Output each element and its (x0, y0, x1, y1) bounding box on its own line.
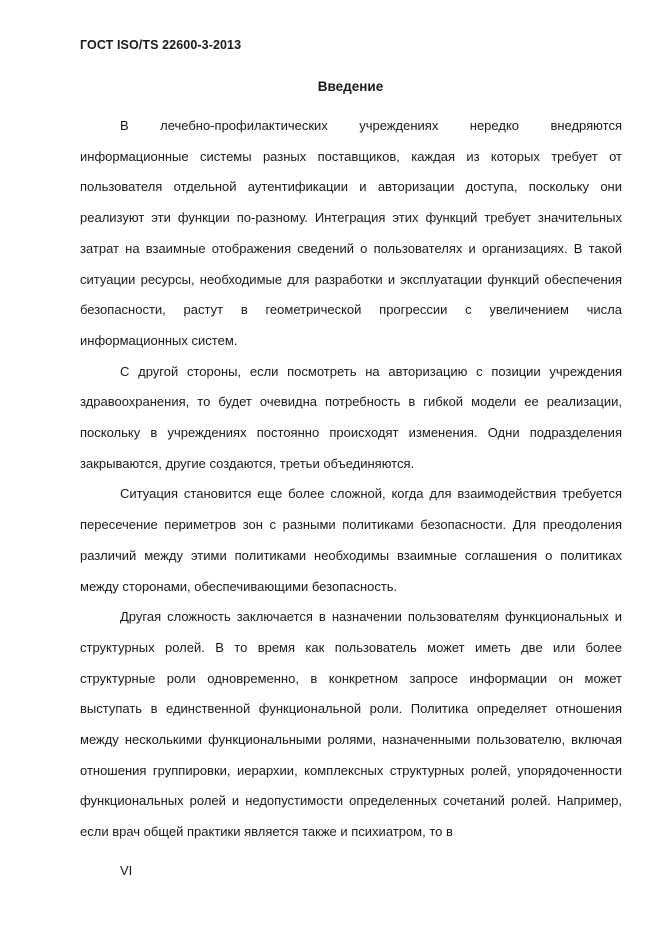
paragraph: Другая сложность заключается в назначении пользователям функциональных и структурных ролей. В то время как пользователь может иметь две или более структурные роли одновременно, в конкретном запросе информации он может выступать в единственной функциональной роли. Политика определяет отношения между несколькими функциональными ролями, назначенными пользователю, включая отношения группировки, иерархии, комплексных структурных ролей, упорядоченности функциональных ролей и недопустимости определенных сочетаний ролей. Например, если врач общей практики является также и психиатром, то в (80, 609, 622, 840)
paragraph: С другой стороны, если посмотреть на авторизацию с позиции учреждения здравоохранения, то будет очевидна потребность в гибкой модели ее реализации, поскольку в учреждениях постоянно происходят изменения. Одни подразделения закрываются, другие создаются, третьи объединяются. (80, 363, 622, 471)
section-title: Введение (317, 79, 384, 94)
body-text (80, 111, 622, 848)
document-header: ГОСТ ISO/TS 22600-3-2013 (80, 38, 242, 52)
paragraph: В лечебно-профилактических учреждениях нередко внедряются информационные системы разных поставщиков, каждая из которых требует от пользователя отдельной аутентификации и авторизации доступа, поскольку они реализуют эти функции по-разному. Интеграция этих функций требует значительных затрат на взаимные отображения сведений о пользователях и организациях. В такой ситуации ресурсы, необходимые для разработки и эксплуатации функций обеспечения безопасности, растут в геометрической прогрессии с увеличением числа информационных систем. (80, 118, 622, 348)
paragraph: Ситуация становится еще более сложной, когда для взаимодействия требуется пересечение периметров зон с разными политиками безопасности. Для преодоления различий между этими политиками необходимы взаимные соглашения о политиках между сторонами, обеспечивающими безопасность. (80, 486, 622, 594)
page-number: VI (120, 863, 133, 878)
